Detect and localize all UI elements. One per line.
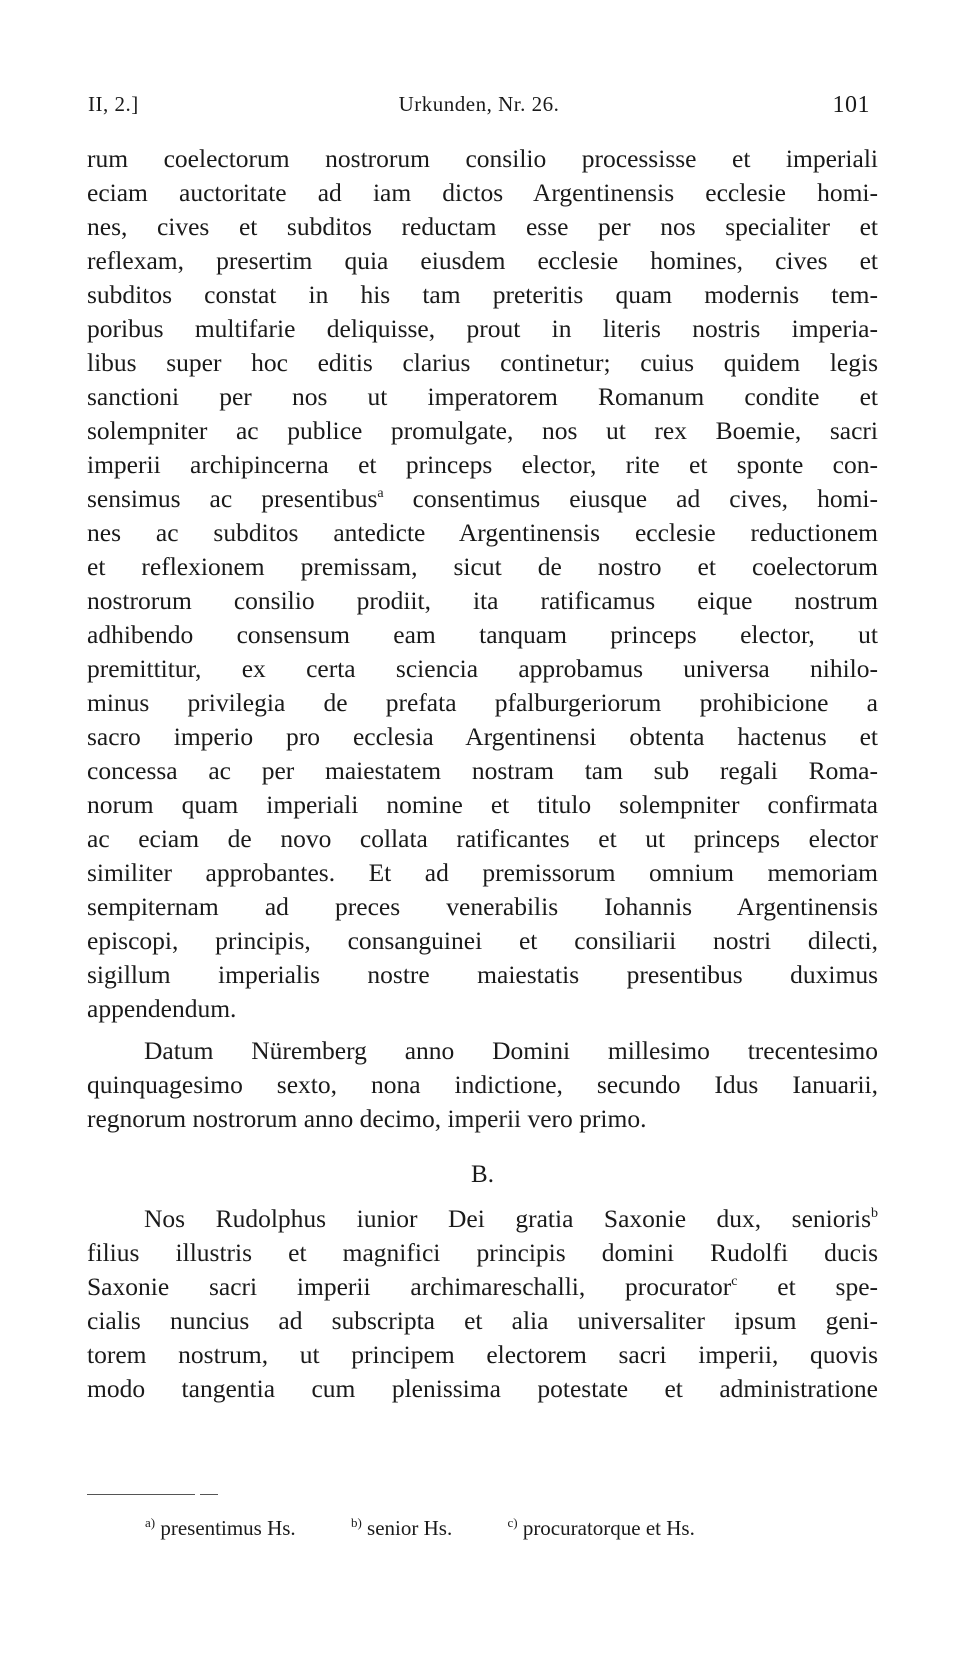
footnote-mark-b: b — [871, 1206, 878, 1221]
text-line: nes, cives et subditos reductam esse per nos specialiter et — [87, 212, 878, 241]
header-section-ref: II, 2.] — [88, 92, 139, 116]
text-line: adhibendo consensum eam tanquam princeps elector, ut — [87, 620, 878, 649]
page-number: 101 — [832, 92, 870, 118]
text-line-last: regnorum nostrorum anno decimo, imperii vero primo. — [87, 1104, 647, 1133]
text-line: subditos constat in his tam preteritis quam modernis tem- — [87, 280, 878, 309]
text-fragment: consentimus eiusque ad cives, homi- — [383, 484, 878, 513]
text-fragment: et spe- — [737, 1272, 879, 1301]
text-line: modo tangentia cum plenissima potestate et administratione — [87, 1374, 878, 1403]
text-line: torem nostrum, ut principem electorem sacri imperii, quovis — [87, 1340, 878, 1369]
footnote-rule — [87, 1494, 195, 1495]
footnote-c — [507, 1516, 694, 1541]
footnote-b — [351, 1516, 452, 1541]
document-body — [87, 142, 878, 1406]
running-header — [88, 92, 870, 122]
paragraph-b — [87, 1202, 878, 1406]
text-line: ac eciam de novo collata ratificantes et ut princeps elector — [87, 824, 878, 853]
text-line: eciam auctoritate ad iam dictos Argentinensis ecclesie homi- — [87, 178, 878, 207]
text-line: sanctioni per nos ut imperatorem Romanum condite et — [87, 382, 878, 411]
section-heading-b: B. — [471, 1161, 494, 1188]
text-line: filius illustris et magnifici principis domini Rudolfi ducis — [87, 1238, 878, 1267]
text-line: et reflexionem premissam, sicut de nostro et coelectorum — [87, 552, 878, 581]
paragraph-gap — [87, 1026, 878, 1034]
text-line-with-note-a — [87, 482, 878, 516]
text-line: sigillum imperialis nostre maiestatis presentibus duximus — [87, 960, 878, 989]
text-line-with-note-c — [87, 1270, 878, 1304]
footnote-a — [145, 1516, 296, 1541]
text-fragment: Saxonie sacri imperii archimareschalli, procurator — [87, 1272, 732, 1301]
text-line: Datum Nüremberg anno Domini millesimo trecentesimo — [144, 1036, 878, 1065]
text-fragment: sensimus ac presentibus — [87, 484, 378, 513]
text-line: quinquagesimo sexto, nona indictione, secundo Idus Ianuarii, — [87, 1070, 878, 1099]
text-line: cialis nuncius ad subscripta et alia universaliter ipsum geni- — [87, 1306, 878, 1335]
text-line: nostrorum consilio prodiit, ita ratificamus eique nostrum — [87, 586, 878, 615]
text-line-last: appendendum. — [87, 994, 237, 1023]
text-line: sempiternam ad preces venerabilis Iohannis Argentinensis — [87, 892, 878, 921]
footnote-mark-c: c — [731, 1274, 738, 1289]
text-line: similiter approbantes. Et ad premissorum omnium memoriam — [87, 858, 878, 887]
text-line: reflexam, presertim quia eiusdem ecclesie homines, cives et — [87, 246, 878, 275]
text-line: norum quam imperiali nomine et titulo solempniter confirmata — [87, 790, 878, 819]
footnote-text: presentimus Hs. — [155, 1516, 296, 1540]
text-line: sacro imperio pro ecclesia Argentinensi obtenta hactenus et — [87, 722, 878, 751]
footnote-rule-dash — [200, 1494, 218, 1495]
text-line: minus privilegia de prefata pfalburgeriorum prohibicione a — [87, 688, 878, 717]
footnote-text: senior Hs. — [361, 1516, 453, 1540]
footnote-label: c) — [507, 1515, 518, 1530]
text-line-with-note-b — [87, 1202, 878, 1236]
text-line: libus super hoc editis clarius continetur; cuius quidem legis — [87, 348, 878, 377]
paragraph-dating — [87, 1034, 878, 1136]
paragraph-1 — [87, 142, 878, 1026]
footnote-mark-a: a — [377, 486, 384, 501]
header-title: Urkunden, Nr. 26. — [398, 92, 560, 116]
text-line: concessa ac per maiestatem nostram tam sub regali Roma- — [87, 756, 878, 785]
text-line: episcopi, principis, consanguinei et consiliarii nostri dilecti, — [87, 926, 878, 955]
footnote-text: procuratorque et Hs. — [517, 1516, 695, 1540]
text-line: premittitur, ex certa sciencia approbamus universa nihilo- — [87, 654, 878, 683]
text-line: nes ac subditos antedicte Argentinensis ecclesie reductionem — [87, 518, 878, 547]
footnote-label: a) — [145, 1515, 156, 1530]
text-line: rum coelectorum nostrorum consilio processisse et imperiali — [87, 144, 878, 173]
text-line: solempniter ac publice promulgate, nos ut rex Boemie, sacri — [87, 416, 878, 445]
text-fragment: Nos Rudolphus iunior Dei gratia Saxonie dux, senioris — [144, 1204, 871, 1233]
text-line: imperii archipincerna et princeps elector, rite et sponte con- — [87, 450, 878, 479]
footnotes — [145, 1516, 745, 1541]
footnote-label: b) — [350, 1515, 362, 1530]
text-line: poribus multifarie deliquisse, prout in literis nostris imperia- — [87, 314, 878, 343]
